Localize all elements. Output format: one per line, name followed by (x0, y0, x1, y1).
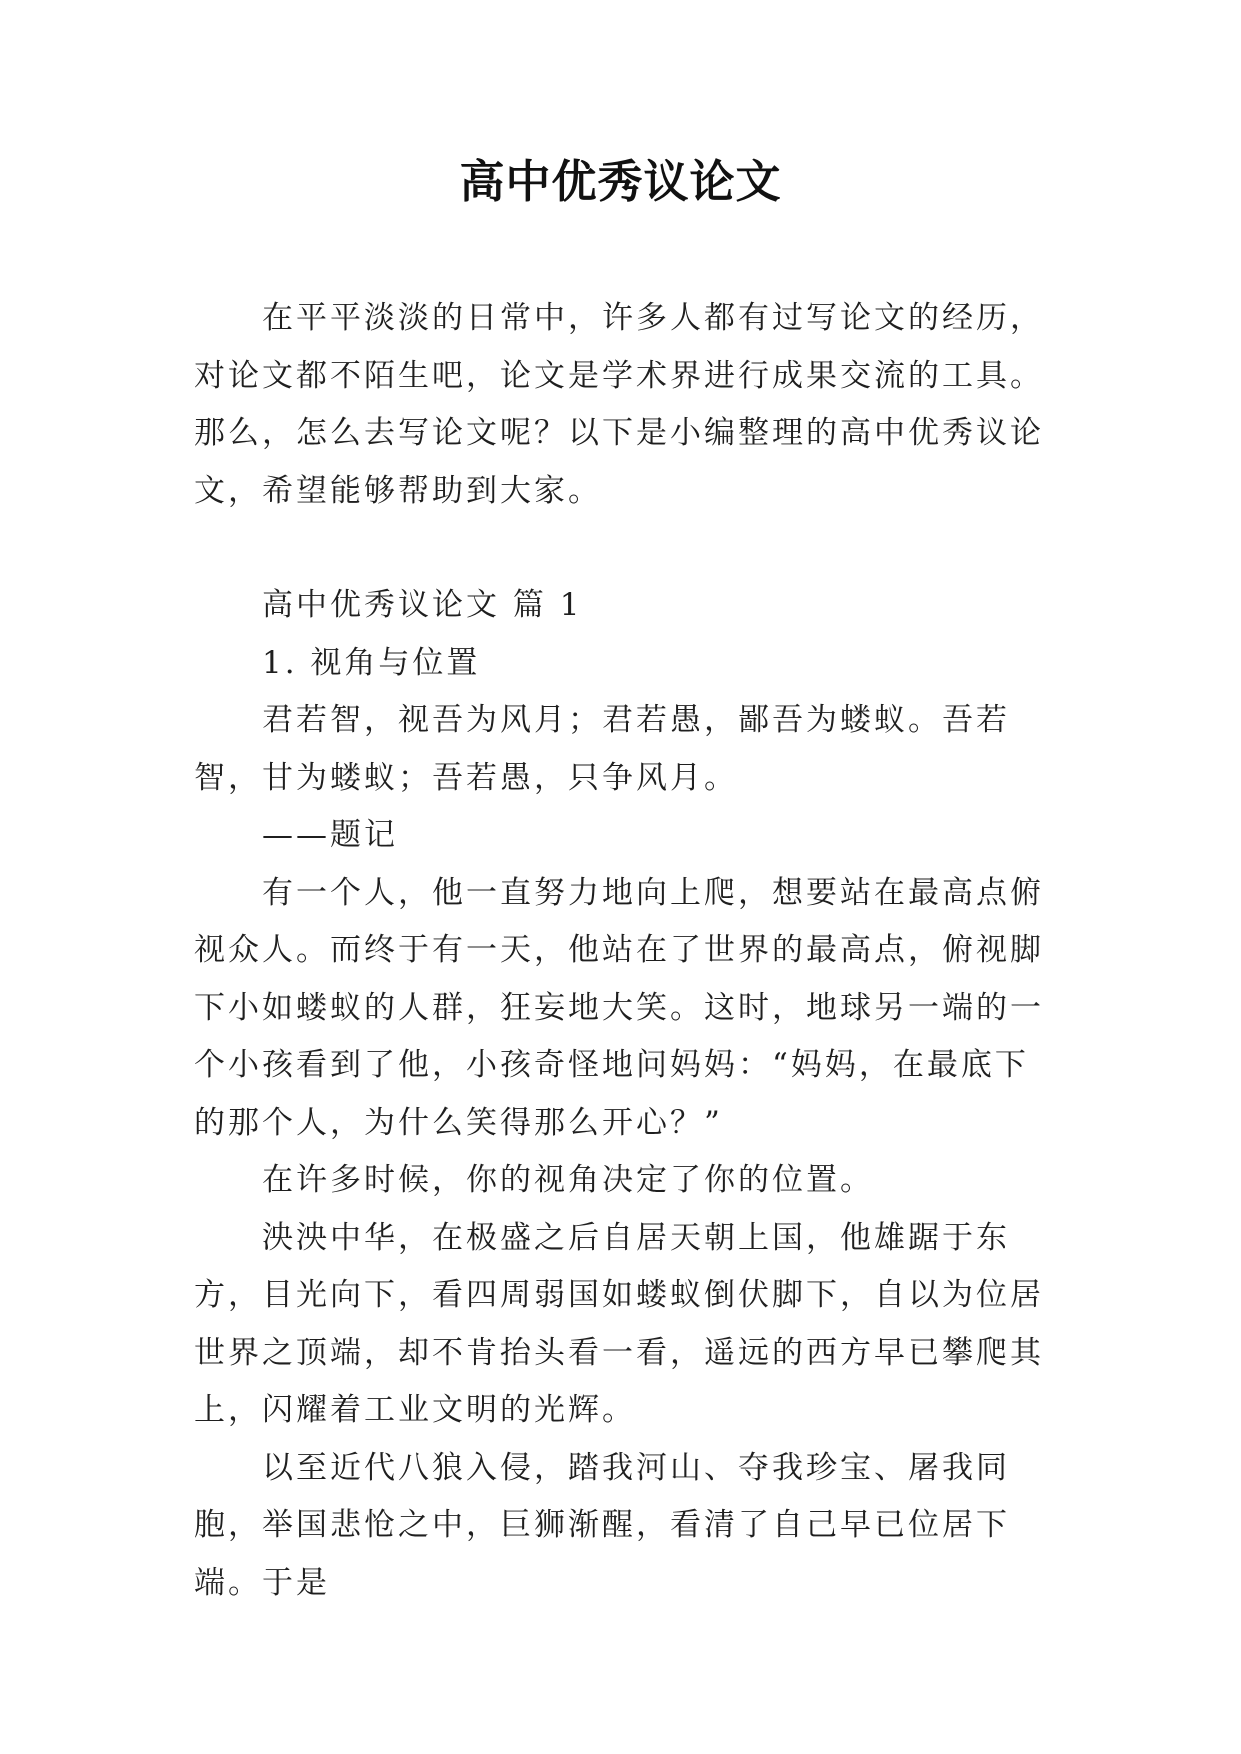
body-paragraph: 泱泱中华，在极盛之后自居天朝上国，他雄踞于东方，目光向下，看四周弱国如蝼蚁倒伏脚下，自以为位居世界之顶端，却不肯抬头看一看，遥远的西方早已攀爬其上，闪耀着工业文明的光辉。 (194, 1219, 1044, 1428)
article-section (194, 577, 1052, 1612)
intro-section (194, 290, 1052, 520)
intro-paragraph: 在平平淡淡的日常中，许多人都有过写论文的经历，对论文都不陌生吧，论文是学术界进行成果交流的工具。那么，怎么去写论文呢？以下是小编整理的高中优秀议论文，希望能够帮助到大家。 (194, 300, 1044, 509)
subheading: 1. 视角与位置 (262, 644, 481, 681)
epigraph: 君若智，视吾为风月；君若愚，鄙吾为蝼蚁。吾若智，甘为蝼蚁；吾若愚，只争风月。 (194, 702, 1010, 796)
document-title: 高中优秀议论文 (459, 155, 782, 208)
section-heading: 高中优秀议论文 篇 1 (262, 587, 583, 623)
body-paragraph: 有一个人，他一直努力地向上爬，想要站在最高点俯视众人。而终于有一天，他站在了世界的最高点，俯视脚下小如蝼蚁的人群，狂妄地大笑。这时，地球另一端的一个小孩看到了他，小孩奇怪地问妈妈：“妈妈，在最底下的那个人，为什么笑得那么开心？” (194, 874, 1044, 1141)
body-paragraph: 以至近代八狼入侵，踏我河山、夺我珍宝、屠我同胞，举国悲怆之中，巨狮渐醒，看清了自己早已位居下端。于是 (194, 1449, 1010, 1601)
epigraph-attribution: ——题记 (262, 817, 398, 853)
body-paragraph: 在许多时候，你的视角决定了你的位置。 (262, 1162, 874, 1198)
